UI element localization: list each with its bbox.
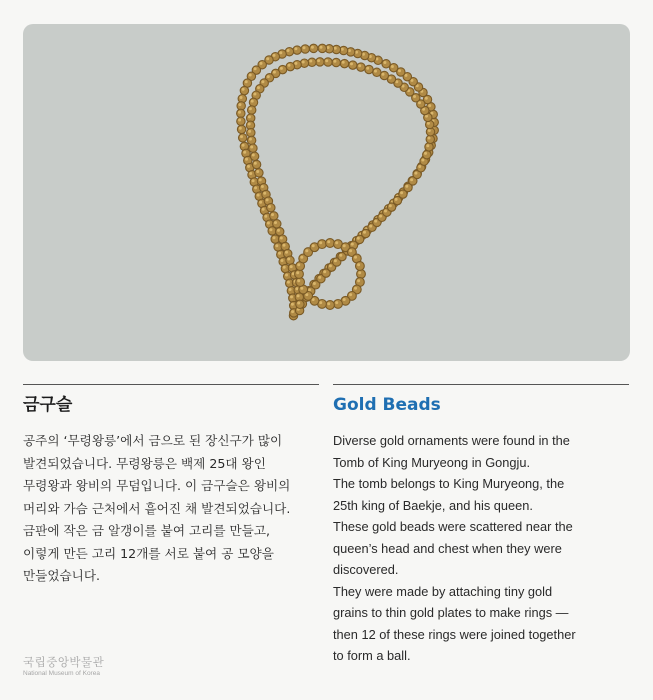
text-line: 발견되었습니다. 무령왕릉은 백제 25대 왕인 [23, 455, 266, 471]
bead [296, 300, 304, 308]
bead-highlight [249, 172, 252, 175]
bead-highlight [275, 244, 278, 247]
bead-highlight [383, 61, 386, 64]
bead-highlight [271, 213, 274, 216]
bead [240, 86, 248, 94]
bead [326, 239, 335, 248]
bead-highlight [280, 237, 283, 240]
bead-highlight [249, 138, 252, 141]
bead-highlight [287, 258, 290, 261]
bead-highlight [297, 263, 300, 266]
bead-highlight [349, 293, 352, 296]
bead-highlight [253, 93, 256, 96]
bead-highlight [317, 59, 320, 62]
bead-highlight [350, 62, 353, 65]
bead [295, 270, 304, 279]
bead-highlight [263, 192, 266, 195]
bead-highlight [400, 191, 403, 194]
bead-highlight [248, 123, 251, 126]
bead-highlight [343, 298, 346, 301]
bead-highlight [398, 69, 401, 72]
bead [293, 46, 301, 54]
bead-highlight [302, 61, 305, 64]
bead-highlight [354, 287, 357, 290]
bead-highlight [355, 51, 358, 54]
bead-highlight [421, 159, 424, 162]
bead [247, 136, 255, 144]
bead-highlight [418, 165, 421, 168]
bead-highlight [273, 54, 276, 57]
bead-highlight [428, 137, 431, 140]
text-line: 25th king of Baekje, and his queen. [333, 497, 533, 513]
bead-highlight [242, 88, 245, 91]
bead-highlight [261, 185, 264, 188]
english-description [333, 384, 629, 667]
bead-highlight [281, 259, 284, 262]
bead-highlight [323, 270, 326, 273]
bead-highlight [297, 279, 300, 282]
bead [237, 117, 245, 125]
bead-highlight [297, 294, 300, 297]
bead-highlight [280, 67, 283, 70]
bead-highlight [312, 244, 315, 247]
bead-highlight [389, 76, 392, 79]
bead-highlight [283, 266, 286, 269]
bead-highlight [327, 46, 330, 49]
bead [365, 65, 373, 73]
museum-logo [23, 655, 104, 678]
bead-highlight [290, 265, 293, 268]
bead-highlight [374, 220, 377, 223]
bead-highlight [267, 75, 270, 78]
bead-highlight [238, 103, 241, 106]
bead [273, 220, 281, 228]
bead-highlight [252, 154, 255, 157]
bead [423, 151, 431, 159]
bead-highlight [413, 95, 416, 98]
bead-highlight [333, 60, 336, 63]
bead [357, 270, 366, 279]
bead [309, 44, 317, 52]
text-line: 만들었습니다. [23, 568, 100, 583]
bead-highlight [238, 111, 241, 114]
bead-highlight [251, 100, 254, 103]
bead-highlight [289, 288, 292, 291]
text-line: then 12 of these rings were joined together [333, 626, 576, 642]
bead [249, 98, 257, 106]
bead-highlight [369, 225, 372, 228]
bead-highlight [320, 46, 323, 49]
bead-highlight [291, 310, 294, 313]
bead-highlight [285, 274, 288, 277]
bead-highlight [239, 127, 242, 130]
bead-highlight [268, 205, 271, 208]
bead-highlight [283, 244, 286, 247]
bead-necklace [237, 44, 439, 320]
bead-highlight [342, 61, 345, 64]
bead [318, 240, 327, 249]
bead [318, 44, 326, 52]
text-line: grains to thin gold plates to make rings — [333, 605, 569, 620]
bead-highlight [248, 115, 251, 118]
bead-highlight [260, 62, 263, 65]
bead-highlight [382, 73, 385, 76]
bead-highlight [243, 151, 246, 154]
text-line: queen’s head and chest when they were [333, 540, 562, 556]
bead [237, 125, 245, 133]
bead-highlight [277, 229, 280, 232]
bead-highlight [318, 276, 321, 279]
bead-highlight [366, 67, 369, 70]
bead-highlight [325, 59, 328, 62]
bead-highlight [279, 51, 282, 54]
artifact-photo [23, 24, 630, 361]
text-line: 머리와 가슴 근처에서 흩어진 채 발견되었습니다. [23, 500, 291, 516]
bead-highlight [259, 201, 262, 204]
bead-highlight [311, 46, 314, 49]
bead-highlight [334, 47, 337, 50]
bead-highlight [379, 215, 382, 218]
bead-highlight [287, 49, 290, 52]
bead-highlight [240, 96, 243, 99]
body-english [333, 430, 629, 667]
bead-highlight [313, 282, 316, 285]
bead-highlight [341, 48, 344, 51]
bead-highlight [257, 194, 260, 197]
bead-highlight [357, 279, 360, 282]
bead [255, 169, 263, 177]
bead-highlight [245, 158, 248, 161]
bead-highlight [273, 236, 276, 239]
bead-highlight [267, 222, 270, 225]
bead-highlight [335, 241, 338, 244]
bead-highlight [358, 64, 361, 67]
bead-highlight [240, 135, 243, 138]
bead-highlight [262, 208, 265, 211]
bead-highlight [391, 65, 394, 68]
bead-highlight [242, 144, 245, 147]
bead [425, 143, 433, 151]
divider [333, 384, 629, 385]
bead-highlight [319, 241, 322, 244]
bead [239, 134, 247, 142]
bead [252, 160, 260, 168]
bead-highlight [308, 288, 311, 291]
bead-highlight [348, 49, 351, 52]
bead-highlight [339, 254, 342, 257]
bead-highlight [245, 80, 248, 83]
bead-highlight [238, 119, 241, 122]
bead-highlight [273, 71, 276, 74]
bead-highlight [363, 231, 366, 234]
bead-highlight [384, 210, 387, 213]
text-line: to form a ball. [333, 648, 411, 663]
bead [316, 58, 324, 66]
bead-highlight [285, 251, 288, 254]
bead-highlight [249, 74, 252, 77]
museum-name-korean: 국립중앙박물관 [23, 655, 105, 669]
divider [23, 384, 319, 385]
bead-highlight [405, 185, 408, 188]
bead-highlight [389, 204, 392, 207]
title-korean: 금구슬 [23, 395, 73, 415]
bead-highlight [374, 70, 377, 73]
text-line: 금판에 작은 금 알갱이를 붙여 고리를 만들고, [23, 523, 271, 538]
bead-highlight [349, 249, 352, 252]
bead [267, 204, 275, 212]
text-line: 이렇게 만든 고리 12개를 서로 붙여 공 모양을 [23, 545, 274, 561]
bead-highlight [294, 47, 297, 50]
bead-highlight [261, 80, 264, 83]
bead-highlight [427, 122, 430, 125]
bead-highlight [334, 259, 337, 262]
bead [301, 45, 309, 53]
bead-highlight [257, 86, 260, 89]
bead-highlight [354, 256, 357, 259]
bead [357, 63, 365, 71]
bead-highlight [414, 172, 417, 175]
text-line: 무령왕과 왕비의 무덤입니다. 이 금구슬은 왕비의 [23, 478, 291, 493]
bead-highlight [395, 198, 398, 201]
body-korean [23, 430, 319, 588]
bead-highlight [358, 271, 361, 274]
gold-beads-illustration [23, 24, 630, 361]
bead-highlight [425, 97, 428, 100]
bead [237, 109, 245, 117]
bead-highlight [300, 256, 303, 259]
text-line: The tomb belongs to King Muryeong, the [333, 476, 565, 491]
text-line: Tomb of King Muryeong in Gongju. [333, 454, 531, 470]
bead-highlight [274, 221, 277, 224]
bead-highlight [259, 178, 262, 181]
bead [373, 68, 381, 76]
bead-highlight [305, 249, 308, 252]
bead [349, 61, 357, 69]
bead-highlight [250, 146, 253, 149]
bead-highlight [329, 264, 332, 267]
bead-highlight [291, 303, 294, 306]
bead-highlight [428, 129, 431, 132]
bead-highlight [264, 215, 267, 218]
bead-highlight [248, 130, 251, 133]
bead-highlight [290, 295, 293, 298]
bead-highlight [256, 170, 259, 173]
bead-highlight [405, 74, 408, 77]
bead-highlight [410, 178, 413, 181]
korean-description [23, 384, 319, 588]
bead-highlight [327, 302, 330, 305]
bead-highlight [266, 198, 269, 201]
bead [249, 144, 257, 152]
bead-highlight [266, 57, 269, 60]
bead-highlight [327, 240, 330, 243]
bead-highlight [319, 301, 322, 304]
bead-highlight [309, 60, 312, 63]
bead-highlight [252, 179, 255, 182]
bead [286, 62, 294, 70]
bead-highlight [297, 302, 300, 305]
bead [296, 278, 305, 287]
bead-highlight [254, 162, 257, 165]
bead-highlight [278, 252, 281, 255]
text-line: discovered. [333, 562, 399, 577]
bead [250, 152, 258, 160]
bead-highlight [351, 243, 354, 246]
bead [356, 262, 365, 271]
bead-highlight [426, 144, 429, 147]
text-line: Diverse gold ornaments were found in the [333, 433, 570, 448]
bead-highlight [357, 237, 360, 240]
bead-highlight [335, 301, 338, 304]
bead [324, 58, 332, 66]
bead-highlight [296, 271, 299, 274]
bead-highlight [303, 46, 306, 49]
text-line: 공주의 ‘무령왕릉’에서 금으로 된 장신구가 많이 [23, 433, 283, 448]
bead-highlight [428, 104, 431, 107]
text-line: These gold beads were scattered near the [333, 519, 573, 534]
museum-name-english: National Museum of Korea [23, 670, 100, 677]
bead [247, 129, 255, 137]
bead [382, 60, 390, 68]
bead [332, 58, 340, 66]
bead-highlight [254, 186, 257, 189]
bead-highlight [295, 287, 298, 290]
bead-highlight [300, 287, 303, 290]
text-line: They were made by attaching tiny gold [333, 583, 553, 599]
bead-highlight [343, 244, 346, 247]
bead [340, 59, 348, 67]
bead-highlight [357, 263, 360, 266]
bead-highlight [269, 228, 272, 231]
bead [326, 301, 335, 310]
bead [248, 106, 256, 114]
bead [334, 300, 343, 309]
bead [270, 212, 278, 220]
bead-highlight [288, 64, 291, 67]
bead [390, 64, 398, 72]
bead-highlight [249, 107, 252, 110]
bead-highlight [287, 281, 290, 284]
bead-highlight [247, 165, 250, 168]
title-english: Gold Beads [333, 395, 441, 415]
bead-highlight [294, 62, 297, 65]
bead-highlight [254, 67, 257, 70]
bead-highlight [424, 152, 427, 155]
